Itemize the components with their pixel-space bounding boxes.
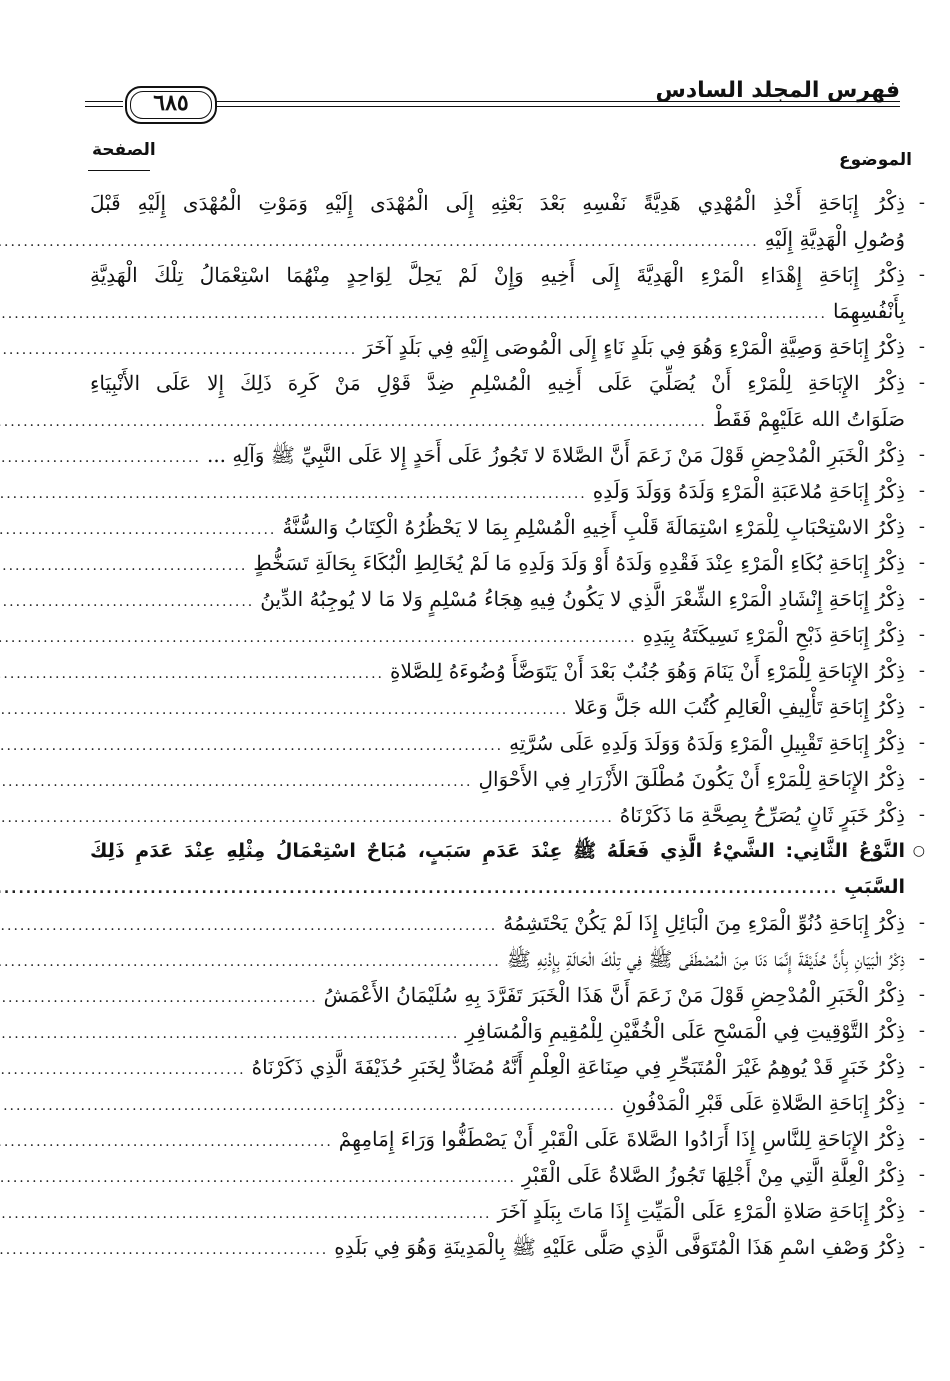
entry-final-line <box>90 941 925 977</box>
entry-text: ذِكْرُ الإِبَاحَةِ لِلْمَرْءِ أَنْ يَكُونَ مُطْلَقَ الأَزْرَارِ فِي الأَحْوَالِ <box>478 767 905 791</box>
index-entry <box>90 1049 925 1085</box>
entry-final-line <box>90 653 925 689</box>
entry-text: ذِكْرُ إِبَاحَةِ وَصِيَّةِ الْمَرْءِ وَهُوَ فِي بَلَدٍ نَاءٍ إِلَى الْمُوصَى إِلَيْهِ فِي بَلَدٍ آخَرَ <box>363 335 905 359</box>
entry-text-line <box>90 185 925 221</box>
entry-text: ذِكْرُ إِبَاحَةِ ذَبْحِ الْمَرْءِ نَسِيكَتَهُ بِيَدِهِ <box>642 623 905 647</box>
index-entry <box>90 1193 925 1229</box>
dot-leader <box>0 620 637 656</box>
entry-text: ذِكْرُ إِبَاحَةِ صَلاةِ الْمَرْءِ عَلَى الْمَيِّتِ إِذَا مَاتَ بِبَلَدٍ آخَرَ <box>497 1199 905 1223</box>
page-number: ٦٨٥ <box>153 90 189 116</box>
entry-bullet: - <box>918 696 925 717</box>
dot-leader <box>0 296 827 332</box>
dot-leader <box>0 404 707 440</box>
entry-bullet: - <box>918 948 925 969</box>
dot-leader <box>0 656 384 692</box>
entry-bullet: - <box>918 912 925 933</box>
index-entry <box>90 1157 925 1193</box>
entry-final-line <box>90 473 925 509</box>
entry-bullet: - <box>918 768 925 789</box>
index-entry <box>90 509 925 545</box>
entry-final-line <box>90 545 925 581</box>
index-entries <box>90 185 925 1265</box>
entry-final-line <box>90 1121 925 1157</box>
dot-leader <box>0 871 838 907</box>
dot-leader <box>0 764 472 800</box>
entry-text: ذِكْرُ إِبَاحَةِ إِنْشَادِ الْمَرْءِ الشِّعْرَ الَّذِي لا يَكُونُ فِيهِ هِجَاءُ مُسْلِمٍ وَلا مَا لا يُوجِبُهُ الدِّينُ <box>260 587 905 611</box>
entry-text: ذِكْرُ إِبَاحَةِ دُنُوِّ الْمَرْءِ مِنَ الْبَائِلِ إِذَا لَمْ يَكُنْ يَحْتَشِمُهُ <box>503 911 905 935</box>
entry-bullet: - <box>918 336 925 357</box>
entry-text: ذِكْرُ إِبَاحَةِ مُلاعَبَةِ الْمَرْءِ وَلَدَهُ وَوَلَدَ وَلَدِهِ <box>592 479 905 503</box>
header-rule <box>85 101 123 102</box>
entry-text-line <box>90 257 925 293</box>
index-entry <box>90 473 925 509</box>
index-entry <box>90 1013 925 1049</box>
entry-text: ذِكْرُ إِبَاحَةِ تَأْلِيفِ الْعَالِمِ كُتُبَ الله جَلَّ وَعَلا <box>574 695 905 719</box>
entry-final-line <box>90 617 925 653</box>
dot-leader <box>0 548 247 584</box>
dot-leader <box>0 1052 246 1088</box>
page-column-rule <box>88 170 150 171</box>
entry-bullet: - <box>918 552 925 573</box>
index-entry <box>90 1229 925 1265</box>
entry-text: بِأَنْفُسِهِمَا <box>832 299 905 323</box>
index-entry <box>90 329 925 365</box>
entry-text: النَّوْعُ الثَّانِي: الشَّيْءُ الَّذِي فَعَلَهُ ﷺ عِنْدَ عَدَمِ سَبَبٍ، مُبَاحٌ اسْتِعْمَالُ مِثْلِهِ عِنْدَ عَدَمِ ذَلِكَ <box>90 840 905 862</box>
index-entry <box>90 545 925 581</box>
entry-bullet: - <box>918 1092 925 1113</box>
index-entry <box>90 689 925 725</box>
entry-bullet: - <box>918 1128 925 1149</box>
entry-bullet: - <box>918 732 925 753</box>
index-entry <box>90 977 925 1013</box>
entry-final-line <box>90 725 925 761</box>
entry-text: ذِكْرُ خَبَرٍ قَدْ يُوهِمُ غَيْرَ الْمُتَبَحِّرِ فِي صِنَاعَةِ الْعِلْمِ أَنَّهُ مُضَادٌّ لِخَبَرِ حُذَيْفَةَ الَّذِي ذَكَرْنَاهُ <box>251 1055 905 1079</box>
dot-leader <box>0 476 587 512</box>
entry-text: ذِكْرُ إِبَاحَةِ إِهْدَاءِ الْمَرْءِ الْهَدِيَّةَ إِلَى أَخِيهِ وَإِنْ لَمْ يَحِلَّ لِوَاحِدٍ مِنْهُمَا اسْتِعْمَالُ تِلْكَ الْهَدِيَّةِ <box>90 263 905 287</box>
entry-bullet: - <box>918 1020 925 1041</box>
index-entry <box>90 905 925 941</box>
entry-text-line <box>90 833 925 869</box>
entry-text: ذِكْرُ إِبَاحَةِ بُكَاءِ الْمَرْءِ عِنْدَ فَقْدِهِ وَلَدَهُ أَوْ وَلَدَ وَلَدِهِ مَا لَمْ يُخَالِطِ الْبُكَاءَ بِحَالَةِ تَسَخُّطٍ <box>253 551 905 575</box>
dot-leader <box>0 980 318 1016</box>
section-heading <box>90 833 925 905</box>
entry-text: ذِكْرُ إِبَاحَةِ تَقْبِيلِ الْمَرْءِ وَلَدَهُ وَوَلَدَ وَلَدِهِ عَلَى سُرَّتِهِ <box>509 731 905 755</box>
entry-text-line <box>90 365 925 401</box>
header-rule <box>85 106 123 107</box>
index-entry <box>90 617 925 653</box>
entry-bullet: - <box>918 480 925 501</box>
header-rule <box>215 101 900 102</box>
index-entry <box>90 941 925 977</box>
index-entry <box>90 437 925 473</box>
dot-leader <box>0 944 501 980</box>
topic-column-heading: الموضوع <box>839 150 912 170</box>
dot-leader <box>0 728 503 764</box>
section-marker-icon: ○ <box>912 843 925 859</box>
entry-bullet: - <box>918 624 925 645</box>
index-entry <box>90 1085 925 1121</box>
entry-final-line <box>90 437 925 473</box>
index-entry <box>90 185 925 257</box>
entry-bullet: - <box>918 804 925 825</box>
page-column-heading: الصفحة <box>92 140 156 160</box>
entry-final-line <box>90 293 905 329</box>
entry-final-line <box>90 1013 925 1049</box>
running-title: فهرس المجلد السادس <box>655 78 900 103</box>
dot-leader <box>0 1160 516 1196</box>
entry-bullet: - <box>918 660 925 681</box>
entry-text: ذِكْرُ الْبَيَانِ بِأَنَّ حُذَيْفَةَ إِنَّمَا دَنَا مِنَ الْمُصْطَفَى ﷺ فِي تِلْكَ الْحَالَةِ بِإِذْنِهِ ﷺ <box>506 947 905 971</box>
entry-bullet: - <box>918 516 925 537</box>
entry-text: ذِكْرُ إِبَاحَةِ الصَّلاةِ عَلَى قَبْرِ الْمَدْفُونِ <box>621 1091 905 1115</box>
index-entry <box>90 1121 925 1157</box>
dot-leader <box>0 1124 333 1160</box>
index-entry <box>90 797 925 833</box>
dot-leader <box>0 332 357 368</box>
page-number-frame <box>125 86 217 124</box>
entry-final-line <box>90 761 925 797</box>
entry-final-line <box>90 509 925 545</box>
dot-leader <box>0 692 568 728</box>
entry-text: السَّبَبِ <box>844 876 905 898</box>
header-rule <box>215 106 900 107</box>
index-entry <box>90 725 925 761</box>
entry-final-line <box>90 1085 925 1121</box>
entry-text: وُصُولِ الْهَدِيَّةِ إِلَيْهِ <box>764 227 905 251</box>
entry-text: ذِكْرُ وَصْفِ اسْمِ هَذَا الْمُتَوَفَّى الَّذِي صَلَّى عَلَيْهِ ﷺ بِالْمَدِينَةِ وَهُوَ فِي بَلَدِهِ <box>334 1235 905 1259</box>
dot-leader <box>0 1196 492 1232</box>
entry-text: ذِكْرُ خَبَرٍ ثَانٍ يُصَرِّحُ بِصِحَّةِ مَا ذَكَرْنَاهُ <box>619 803 905 827</box>
index-entry <box>90 257 925 329</box>
entry-text: ذِكْرُ إِبَاحَةِ أَخْذِ الْمُهْدِي هَدِيَّةً نَفْسِهِ بَعْدَ بَعْثِهِ إِلَى الْمُهْدَى إِلَيْهِ وَمَوْتِ الْمُهْدَى إِلَيْهِ قَبْلَ <box>90 191 905 215</box>
dot-leader <box>0 1232 328 1268</box>
entry-bullet: - <box>918 264 925 285</box>
index-entry <box>90 365 925 437</box>
dot-leader <box>0 512 276 548</box>
entry-final-line <box>90 797 925 833</box>
entry-final-line <box>90 689 925 725</box>
entry-final-line <box>90 905 925 941</box>
entry-final-line <box>90 329 925 365</box>
dot-leader <box>0 1088 616 1124</box>
dot-leader <box>0 584 254 620</box>
entry-bullet: - <box>918 444 925 465</box>
entry-final-line <box>90 1157 925 1193</box>
entry-text: ذِكْرُ الْخَبَرِ الْمُدْحِضِ قَوْلَ مَنْ زَعَمَ أَنَّ هَذَا الْخَبَرَ تَفَرَّدَ بِهِ سُلَيْمَانُ الأَعْمَشُ <box>323 983 905 1007</box>
entry-final-line <box>90 1049 925 1085</box>
entry-text: ذِكْرُ الإِبَاحَةِ لِلْمَرْءِ أَنْ يَنَامَ وَهُوَ جُنُبٌ بَعْدَ أَنْ يَتَوَضَّأَ وُضُوءَهُ لِلصَّلاةِ <box>389 659 905 683</box>
entry-text: ذِكْرُ الْخَبَرِ الْمُدْحِضِ قَوْلَ مَنْ زَعَمَ أَنَّ الصَّلاةَ لا تَجُوزُ عَلَى أَحَدٍ إِلا عَلَى النَّبِيِّ ﷺ وَآلِهِ ... <box>206 443 905 467</box>
dot-leader <box>0 224 759 260</box>
dot-leader <box>0 800 614 836</box>
dot-leader <box>0 440 201 476</box>
entry-final-line <box>90 869 905 905</box>
entry-bullet: - <box>918 192 925 213</box>
entry-bullet: - <box>918 1236 925 1257</box>
entry-bullet: - <box>918 984 925 1005</box>
entry-text: ذِكْرُ الإِبَاحَةِ لِلنَّاسِ إِذَا أَرَادُوا الصَّلاةَ عَلَى الْقَبْرِ أَنْ يَصْطَفُّوا وَرَاءَ إِمَامِهِمْ <box>338 1127 905 1151</box>
dot-leader <box>0 1016 459 1052</box>
entry-final-line <box>90 401 905 437</box>
index-entry <box>90 653 925 689</box>
entry-bullet: - <box>918 372 925 393</box>
entry-final-line <box>90 581 925 617</box>
entry-final-line <box>90 1193 925 1229</box>
entry-text: ذِكْرُ الاسْتِحْبَابِ لِلْمَرْءِ اسْتِمَالَةَ قَلْبِ أَخِيهِ الْمُسْلِمِ بِمَا لا يَحْظُرُهُ الْكِتَابُ وَالسُّنَّةُ <box>282 515 905 539</box>
entry-final-line <box>90 221 905 257</box>
index-entry <box>90 581 925 617</box>
entry-text: ذِكْرُ الْعِلَّةِ الَّتِي مِنْ أَجْلِهَا تَجُوزُ الصَّلاةُ عَلَى الْقَبْرِ <box>521 1163 905 1187</box>
entry-bullet: - <box>918 1056 925 1077</box>
entry-bullet: - <box>918 588 925 609</box>
page-header <box>85 70 900 130</box>
entry-text: ذِكْرُ الإِبَاحَةِ لِلْمَرْءِ أَنْ يُصَلِّيَ عَلَى أَخِيهِ الْمُسْلِمِ ضِدَّ قَوْلِ مَنْ كَرِهَ ذَلِكَ إِلا عَلَى الأَنْبِيَاءِ <box>90 371 905 395</box>
entry-bullet: - <box>918 1200 925 1221</box>
entry-final-line <box>90 1229 925 1265</box>
entry-bullet: - <box>918 1164 925 1185</box>
entry-text: صَلَوَاتُ الله عَلَيْهِمْ فَقَطْ <box>712 407 905 431</box>
entry-text: ذِكْرُ التَّوْقِيتِ فِي الْمَسْحِ عَلَى الْخُفَّيْنِ لِلْمُقِيمِ وَالْمُسَافِرِ <box>465 1019 905 1043</box>
dot-leader <box>0 908 497 944</box>
index-entry <box>90 761 925 797</box>
entry-final-line <box>90 977 925 1013</box>
